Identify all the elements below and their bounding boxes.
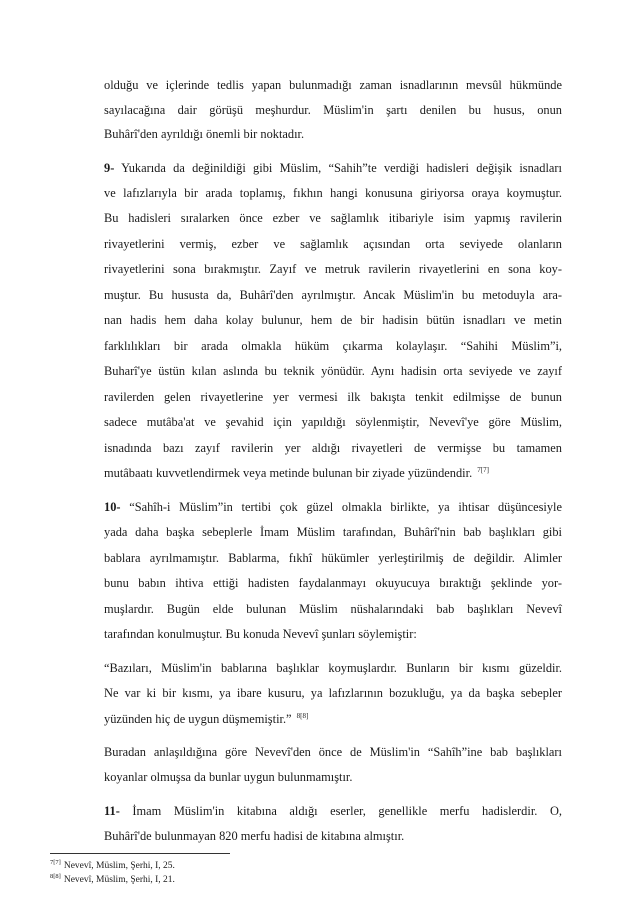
paragraph-line: Buhârî'de bulunmayan 820 merfu hadisi de kitabına almıştır. <box>104 829 405 843</box>
paragraph-line: olduğu ve içlerinde tedlis yapan bulunmadığı zaman isnadlarının mevsûl hükmünde <box>104 78 562 92</box>
paragraph-line: bablara ayrılmamıştır. Bablarma, fıkhî hükümler yerleştirilmiş de değildir. Alimler <box>104 551 562 565</box>
footnote <box>50 874 175 886</box>
footnote-ref[interactable]: 8[8] <box>296 711 309 720</box>
line-text: yüzünden hiç de uygun düşmemiştir.” <box>104 712 292 726</box>
footnote-text: Nevevî, Müslim, Şerhi, I, 25. <box>63 861 175 871</box>
item-number: 9- <box>104 161 115 175</box>
paragraph-line: tarafından konulmuştur. Bu konuda Nevevî şunları söylemiştir: <box>104 627 417 641</box>
item-number: 10- <box>104 500 121 514</box>
paragraph-line <box>104 499 562 515</box>
line-text: “Sahîh-i Müslim”in tertibi çok güzel olmakla birlikte, ya ihtisar düşüncesiyle <box>129 500 562 514</box>
paragraph-line: nan hadis hem daha kolay bulunur, hem de bir hadisin bütün isnadları ve metin <box>104 313 562 327</box>
quote-line: “Bazıları, Müslim'in bablarına başlıklar koymuşlardır. Bunların bir kısmı güzeldir. <box>104 661 562 675</box>
paragraph-line: isnadında bazı zayıf ravilerin yer aldığı rivayetleri de vermişse bu tamamen <box>104 441 562 455</box>
paragraph-line: rivayetlerini sona bırakmıştır. Zayıf ve metruk ravilerin rivayetlerini en sona koy- <box>104 262 562 276</box>
footnote-text: Nevevî, Müslim, Şerhi, I, 21. <box>63 875 175 885</box>
item-number: 11- <box>104 804 120 818</box>
paragraph-line: koyanlar olmuşsa da bunlar uygun bulunmamıştır. <box>104 770 353 784</box>
paragraph-line: Buradan anlaşıldığına göre Nevevî'den önce de Müslim'in “Sahîh”ine bab başlıkları <box>104 745 562 759</box>
paragraph-line: bunu babın ihtiva ettiği hadisten faydalanmayı okuyucuya bıraktığı şeklinde yor- <box>104 576 562 590</box>
paragraph-line: ravilerden gelen rivayetlerine yer vermesi ilk bakışta tenkit edilmişse de bunun <box>104 390 562 404</box>
paragraph-line: muştur. Bu hususta da, Buhârî'den ayrılmıştır. Ancak Müslim'in bu metoduyla ara- <box>104 288 562 302</box>
paragraph-line: sadece mutâba'at ve şevahid için yapıldığı söylenmiştir, Nevevî'ye göre Müslim, <box>104 415 562 429</box>
quote-line <box>104 711 562 727</box>
paragraph-line: farklılıkları bir arada olmakla hüküm çıkarma kolaylaşır. “Sahihi Müslim”i, <box>104 339 562 353</box>
line-text: Yukarıda da değinildiği gibi Müslim, “Sahih”te verdiği hadisleri değişik isnadları <box>121 161 562 175</box>
paragraph-line: Buharî'ye üstün kılan aslında bu teknik yönüdür. Aynı hadisin orta seviyede ve zayıf <box>104 364 562 378</box>
paragraph-line: sayılacağına dair görüşü meşhurdur. Müslim'in şartı denilen bu husus, onun <box>104 103 562 117</box>
paragraph-line: muşlardır. Bugün elde bulunan Müslim nüshalarındaki bab başlıkları Nevevî <box>104 602 562 616</box>
quote-line: Ne var ki bir kısmı, ya ibare kusuru, ya lafızlarının bozukluğu, ya da başka sebepler <box>104 686 562 700</box>
paragraph-line <box>104 465 562 481</box>
line-text: İmam Müslim'in kitabına aldığı eserler, genellikle merfu hadislerdir. O, <box>132 804 562 818</box>
paragraph-line: ve lafızlarıyla bir arada toplamış, fıkhın hangi konusuna giriyorsa oraya koymuştur. <box>104 186 562 200</box>
paragraph-line <box>104 803 562 819</box>
paragraph-line: yada daha başka sebeplerle İmam Müslim tarafından, Buhârî'nin bab başlıkları gibi <box>104 525 562 539</box>
line-text: mutâbaatı kuvvetlendirmek veya metinde bulunan bir ziyade yüzündendir. <box>104 466 473 480</box>
paragraph-line: Buhârî'den ayrıldığı önemli bir noktadır. <box>104 127 305 141</box>
paragraph-line <box>104 160 562 176</box>
footnote-ref[interactable]: 7[7] <box>477 465 489 474</box>
footnote-divider <box>50 853 230 854</box>
paragraph-line: rivayetlerini vermiş, ezber ve sağlamlık açısından orta seviyede olanların <box>104 237 562 251</box>
paragraph-line: Bu hadisleri sıralarken önce ezber ve sağlamlık itibariyle isim yapmış ravilerin <box>104 211 562 225</box>
footnote-mark: 8[8] <box>50 872 61 880</box>
footnote-mark: 7[7] <box>50 858 61 866</box>
footnote <box>50 860 175 872</box>
